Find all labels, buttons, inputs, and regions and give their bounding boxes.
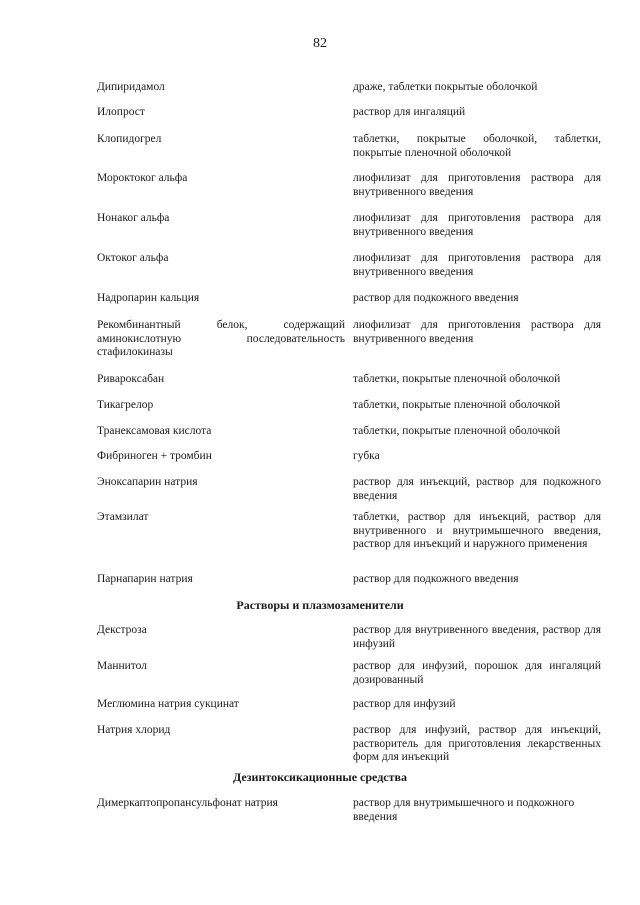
dosage-form: лиофилизат для приготовления раствора для внутривенного введения xyxy=(353,319,601,345)
dosage-form: таблетки, покрытые оболочкой, таблетки, покрытые пленочной оболочкой xyxy=(353,133,601,159)
drug-name: Натрия хлорид xyxy=(97,724,171,736)
drug-name: Октоког альфа xyxy=(97,252,169,264)
dosage-form: раствор для инфузий xyxy=(353,698,456,710)
drug-name: Фибриноген + тромбин xyxy=(97,450,212,462)
drug-name: Клопидогрел xyxy=(97,133,162,145)
dosage-form: таблетки, раствор для инъекций, раствор для внутривенного и внутримышечного введения, раствор для инъекций и наружного применения xyxy=(353,511,601,550)
dosage-form: раствор для подкожного введения xyxy=(353,292,519,304)
dosage-form: раствор для внутривенного введения, раствор для инфузий xyxy=(353,624,601,650)
dosage-form: таблетки, покрытые пленочной оболочкой xyxy=(353,399,561,411)
drug-name: Нонаког альфа xyxy=(97,212,170,224)
drug-name: Димеркаптопропансульфонат натрия xyxy=(97,797,278,809)
section-heading: Дезинтоксикационные средства xyxy=(233,770,407,784)
drug-name: Парнапарин натрия xyxy=(97,573,193,585)
dosage-form: губка xyxy=(353,450,380,462)
drug-name: Надропарин кальция xyxy=(97,292,200,304)
dosage-form: раствор для инъекций, раствор для подкожного введения xyxy=(353,476,601,502)
dosage-form: раствор для инфузий, порошок для ингаляций дозированный xyxy=(353,660,601,686)
drug-name: Рекомбинантный белок, содержащий аминокислотную последовательность стафилокиназы xyxy=(97,319,348,358)
dosage-form: драже, таблетки покрытые оболочкой xyxy=(353,81,538,93)
drug-name: Маннитол xyxy=(97,660,148,672)
drug-name: Транексамовая кислота xyxy=(97,425,212,437)
dosage-form: раствор для подкожного введения xyxy=(353,573,519,585)
dosage-form: раствор для ингаляций xyxy=(353,106,466,118)
dosage-form: раствор для инфузий, раствор для инъекций, растворитель для приготовления лекарственных форм для инъекций xyxy=(353,724,601,763)
drug-name: Мороктоког альфа xyxy=(97,172,188,184)
dosage-form: таблетки, покрытые пленочной оболочкой xyxy=(353,425,561,437)
drug-name: Ривароксабан xyxy=(97,373,165,385)
dosage-form: таблетки, покрытые пленочной оболочкой xyxy=(353,373,561,385)
drug-name: Эноксапарин натрия xyxy=(97,476,198,488)
drug-name: Меглюмина натрия сукцинат xyxy=(97,698,239,710)
drug-name: Декстроза xyxy=(97,624,147,636)
dosage-form: лиофилизат для приготовления раствора для внутривенного введения xyxy=(353,172,601,198)
section-heading: Растворы и плазмозаменители xyxy=(236,598,404,612)
drug-name: Тикагрелор xyxy=(97,399,154,411)
drug-name: Этамзилат xyxy=(97,511,149,523)
page-number: 82 xyxy=(313,36,327,51)
dosage-form: лиофилизат для приготовления раствора для внутривенного введения xyxy=(353,212,601,238)
dosage-form: лиофилизат для приготовления раствора для внутривенного введения xyxy=(353,252,601,278)
dosage-form: раствор для внутримышечного и подкожного введения xyxy=(353,797,575,823)
drug-name: Дипиридамол xyxy=(97,81,165,93)
drug-name: Илопрост xyxy=(97,106,145,118)
